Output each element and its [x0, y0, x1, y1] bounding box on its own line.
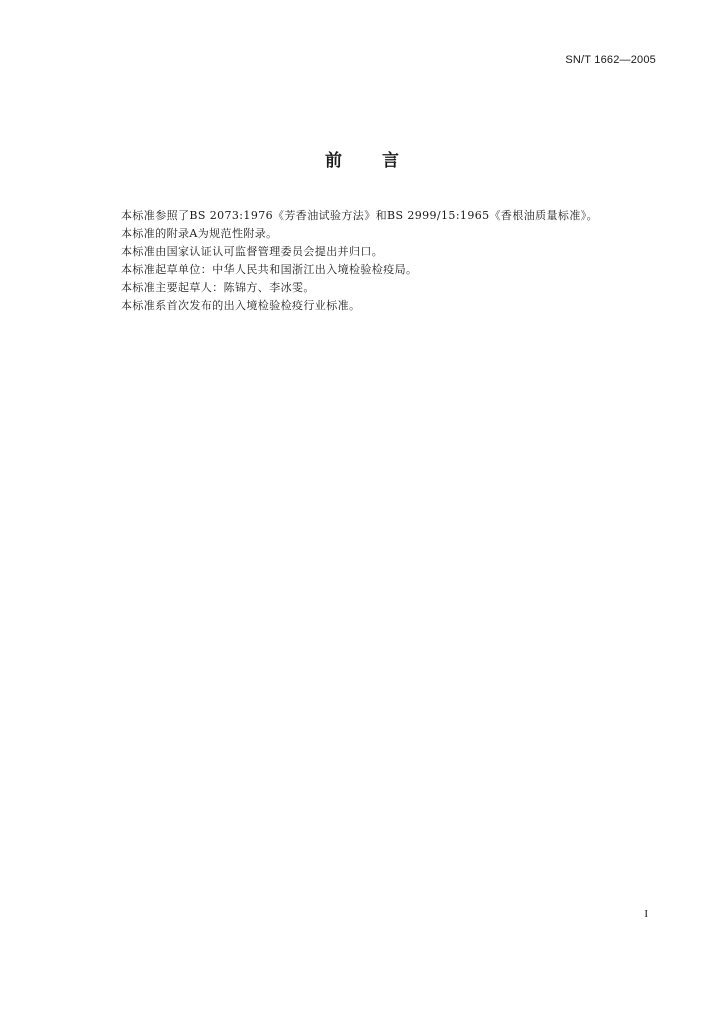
- preface-body: [121, 207, 641, 315]
- paragraph-drafters: 本标准主要起草人：陈锦方、李冰雯。: [121, 281, 315, 294]
- paragraph-drafting-unit: 本标准起草单位：中华人民共和国浙江出入境检验检疫局。: [121, 263, 418, 276]
- paragraph-reference: 本标准参照了BS 2073:1976《芳香油试验方法》和BS 2999/15:1965《香根油质量标准》。: [121, 209, 599, 222]
- document-code: SN/T 1662—2005: [565, 54, 656, 66]
- paragraph-proposer: 本标准由国家认证认可监督管理委员会提出并归口。: [121, 245, 384, 258]
- paragraph-first-release: 本标准系首次发布的出入境检验检疫行业标准。: [121, 299, 361, 312]
- page-title: 前言: [325, 151, 439, 171]
- page-number: I: [644, 908, 648, 920]
- paragraph-appendix: 本标准的附录A为规范性附录。: [121, 227, 278, 240]
